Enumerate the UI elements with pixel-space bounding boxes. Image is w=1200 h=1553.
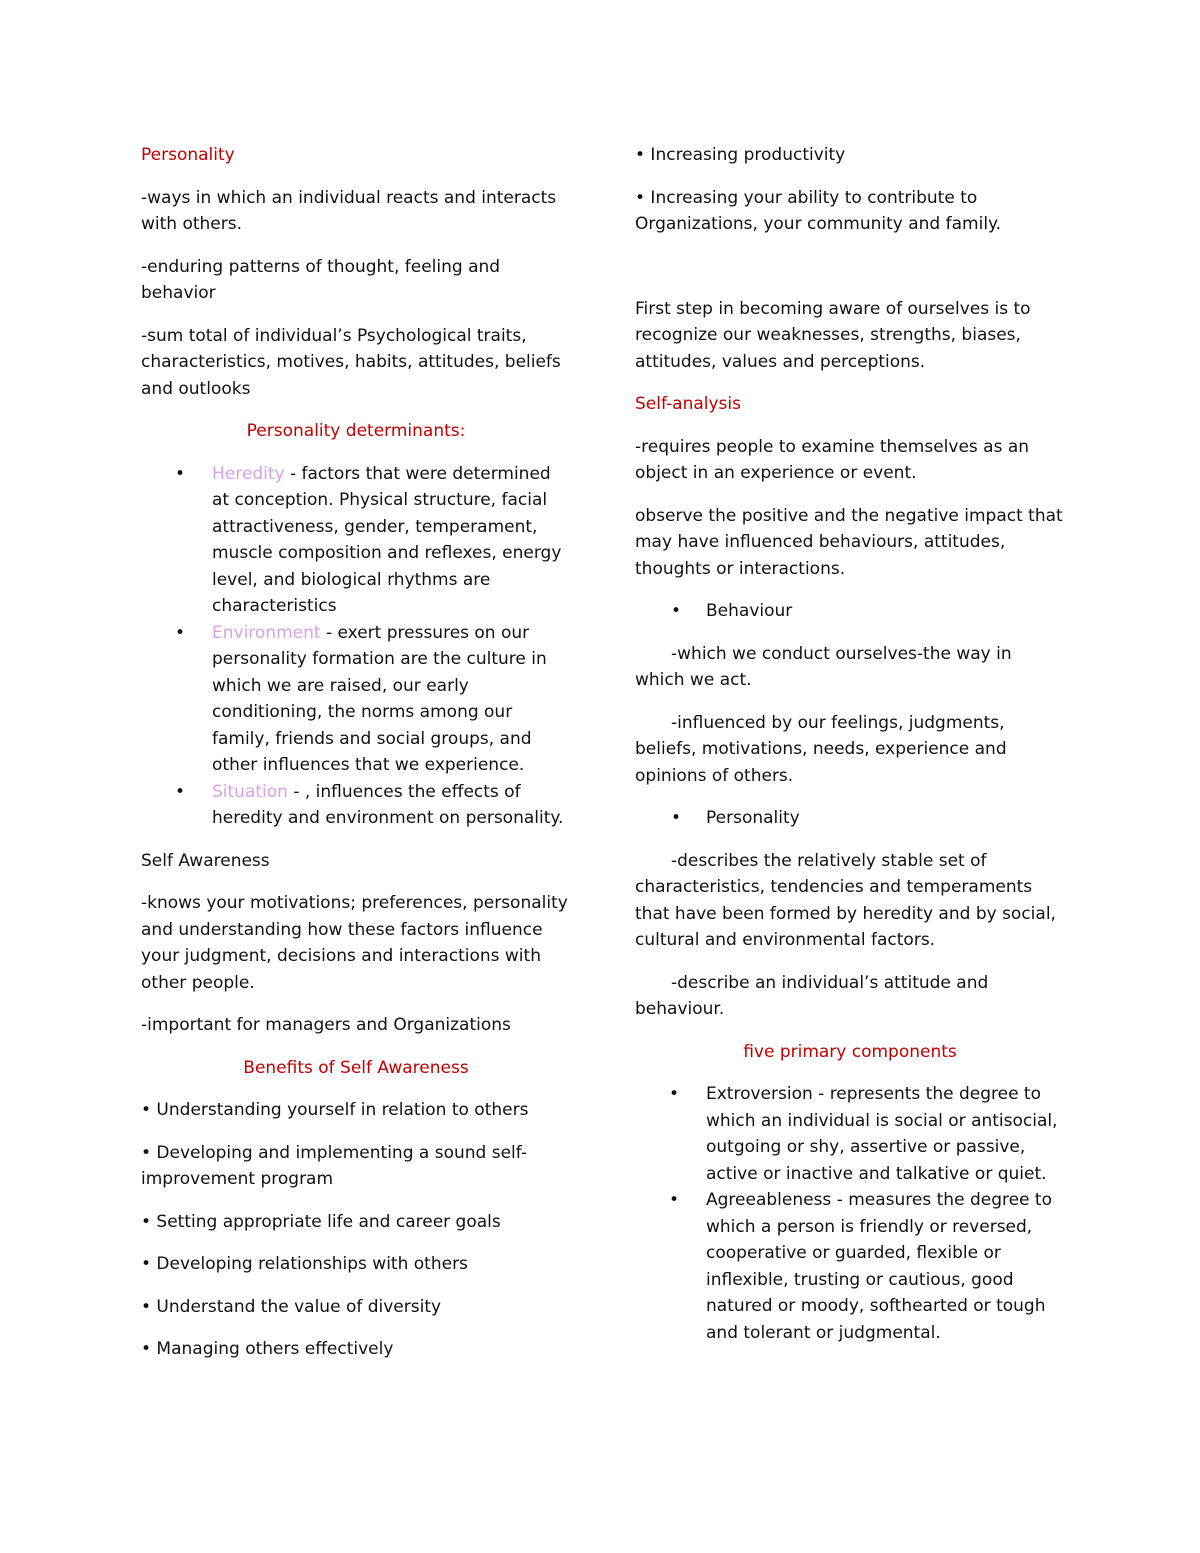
determinants-list: [141, 461, 571, 832]
determinant-text: - exert pressures on our personality formation are the culture in which we are raised, our early conditioning, the norms among our family, friends and social groups, and other influences that we experience.: [212, 622, 547, 775]
benefits-title: Benefits of Self Awareness: [243, 1057, 469, 1078]
benefit-item: • Increasing productivity: [635, 145, 846, 165]
list-item: [141, 461, 571, 620]
determinants-title: Personality determinants:: [246, 421, 466, 441]
determinant-text: - factors that were determined at conception. Physical structure, facial attractiveness, gender, temperament, muscle composition and reflexes, energy level, and biological rhythms are characteristics: [212, 463, 562, 616]
list-item: • Agreeableness - measures the degree to which a person is friendly or reversed, cooperative or guarded, flexible or inflexible, trusting or cautious, good natured or moody, softhearted or tough and tolerant or judgmental.: [635, 1187, 1065, 1346]
components-list: [635, 1081, 1065, 1346]
determinant-term: Situation: [212, 781, 288, 802]
benefit-item: • Developing relationships with others: [141, 1254, 468, 1274]
benefit-item: • Increasing your ability to contribute to Organizations, your community and family.: [635, 187, 1002, 234]
first-step-paragraph: First step in becoming aware of ourselves is to recognize our weaknesses, strengths, biases, attitudes, values and perceptions.: [635, 298, 1031, 372]
components-title: five primary components: [743, 1041, 957, 1062]
behaviour-bullet: • Behaviour: [635, 598, 1065, 625]
self-analysis-text-2: observe the positive and the negative impact that may have influenced behaviours, attitudes, thoughts or interactions.: [635, 505, 1063, 579]
personality-definition-b: -describe an individual’s attitude and behaviour.: [635, 972, 989, 1019]
self-analysis-title: Self-analysis: [635, 394, 741, 414]
benefit-item: • Managing others effectively: [141, 1339, 394, 1359]
self-awareness-title: Self Awareness: [141, 850, 270, 871]
personality-definition-a: -describes the relatively stable set of characteristics, tendencies and temperaments that have been formed by heredity and by social, cultural and environmental factors.: [635, 850, 1056, 950]
self-analysis-text-1: -requires people to examine themselves as an object in an experience or event.: [635, 436, 1030, 483]
determinant-term: Environment: [212, 622, 321, 643]
personality-definition-2: -enduring patterns of thought, feeling and behavior: [141, 256, 501, 303]
benefit-item: • Understanding yourself in relation to others: [141, 1100, 529, 1120]
behaviour-definition-1: -which we conduct ourselves-the way in which we act.: [635, 643, 1012, 690]
list-item: [141, 620, 571, 779]
list-item: [141, 779, 571, 832]
benefit-item: • Developing and implementing a sound self-improvement program: [141, 1142, 527, 1189]
determinant-text: - , influences the effects of heredity and environment on personality.: [212, 781, 564, 828]
personality-bullet: • Personality: [635, 805, 1065, 832]
determinant-term: Heredity: [212, 463, 285, 484]
benefit-item: • Setting appropriate life and career goals: [141, 1211, 501, 1232]
benefit-item: • Understand the value of diversity: [141, 1296, 442, 1317]
blank-line: [635, 254, 1065, 296]
self-awareness-definition-1: -knows your motivations; preferences, personality and understanding how these factors influence your judgment, decisions and interactions with other people.: [141, 893, 568, 993]
list-item: • Extroversion - represents the degree to which an individual is social or antisocial, outgoing or shy, assertive or passive, active or inactive and talkative or quiet.: [635, 1081, 1065, 1187]
personality-definition-3: -sum total of individual’s Psychological traits, characteristics, motives, habits, attitudes, beliefs and outlooks: [141, 325, 561, 399]
personality-heading: Personality: [141, 145, 235, 165]
self-awareness-definition-2: -important for managers and Organizations: [141, 1015, 511, 1035]
behaviour-definition-2: -influenced by our feelings, judgments, beliefs, motivations, needs, experience and opinions of others.: [635, 712, 1007, 786]
personality-definition-1: -ways in which an individual reacts and interacts with others.: [141, 187, 557, 234]
left-column: [141, 142, 571, 1379]
right-column: [635, 142, 1065, 1362]
